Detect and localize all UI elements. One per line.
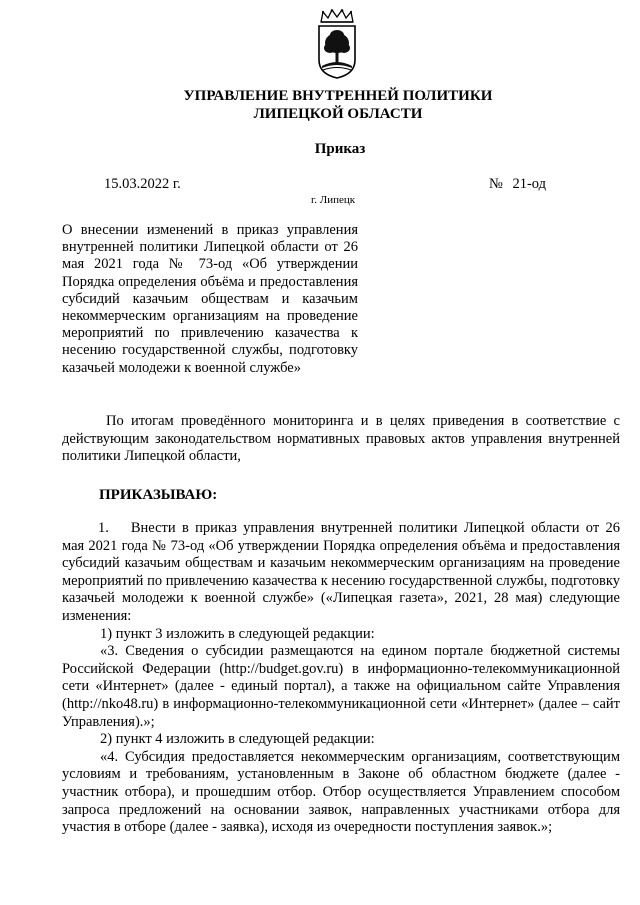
document-type: Приказ bbox=[314, 141, 366, 157]
order-body bbox=[62, 520, 620, 837]
subitem-2-heading: 2) пункт 4 изложить в следующей редакции: bbox=[100, 731, 375, 748]
coat-of-arms-icon bbox=[313, 8, 361, 80]
document-date: 15.03.2022 г. bbox=[104, 176, 181, 192]
order-word: ПРИКАЗЫВАЮ: bbox=[99, 487, 218, 503]
item-1 bbox=[62, 520, 620, 626]
document-number: № 21-од bbox=[489, 176, 546, 192]
document-subject: О внесении изменений в приказ управления внутренней политики Липецкой области от 26 мая 2021 года № 73-од «Об утверждении Порядка определения объёма и предоставления субсидий казачьим обществам и казачьим некоммерческим организациям на проведение мероприятий по привлечению казачества к несению государственной службы, подготовку казачьей молодежи к военной службе» bbox=[62, 222, 358, 376]
document-city: г. Липецк bbox=[311, 194, 356, 206]
item-1-number: 1. bbox=[98, 520, 109, 536]
subitem-1-heading: 1) пункт 3 изложить в следующей редакции: bbox=[100, 625, 375, 642]
subitem-1-text: «3. Сведения о субсидии размещаются на едином портале бюджетной системы Российской Федерации (http://budget.gov.ru) в информационно-телекоммуникационной сети «Интернет» (далее - единый портал), а также на официальном сайте Управления (http://nko48.ru) в информационно-телекоммуникационной сети «Интернет» (далее – сайт Управления).»; bbox=[62, 643, 620, 730]
subitem-2-text: «4. Субсидия предоставляется некоммерческим организациям, соответствующим условиям и требованиям, установленным в Законе об областном бюджете (далее - участник отбора), и прошедшим отбор. Отбор осуществляется Управлением способом запроса предложений на основании заявок, направленных участниками отбора для участия в отборе (далее - заявка), исходя из очередности поступления заявок.»; bbox=[62, 748, 620, 836]
item-1-text: Внести в приказ управления внутренней политики Липецкой области от 26 мая 2021 года № 73-од «Об утверждении Порядка определения объёма и предоставления субсидий казачьим обществам и казачьим некоммерческим организациям на проведение мероприятий по привлечению казачества к несению государственной службы, подготовку казачьей молодежи к военной службе» («Липецкая газета», 2021, 28 мая) следующие изменения: bbox=[62, 520, 620, 624]
org-name-line2: ЛИПЕЦКОЙ ОБЛАСТИ bbox=[253, 106, 423, 122]
org-name-line1: УПРАВЛЕНИЕ ВНУТРЕННЕЙ ПОЛИТИКИ bbox=[183, 88, 493, 104]
intro-paragraph: По итогам проведённого мониторинга и в целях приведения в соответствие с действующим законодательством нормативных правовых актов управления внутренней политики Липецкой области, bbox=[62, 413, 620, 465]
